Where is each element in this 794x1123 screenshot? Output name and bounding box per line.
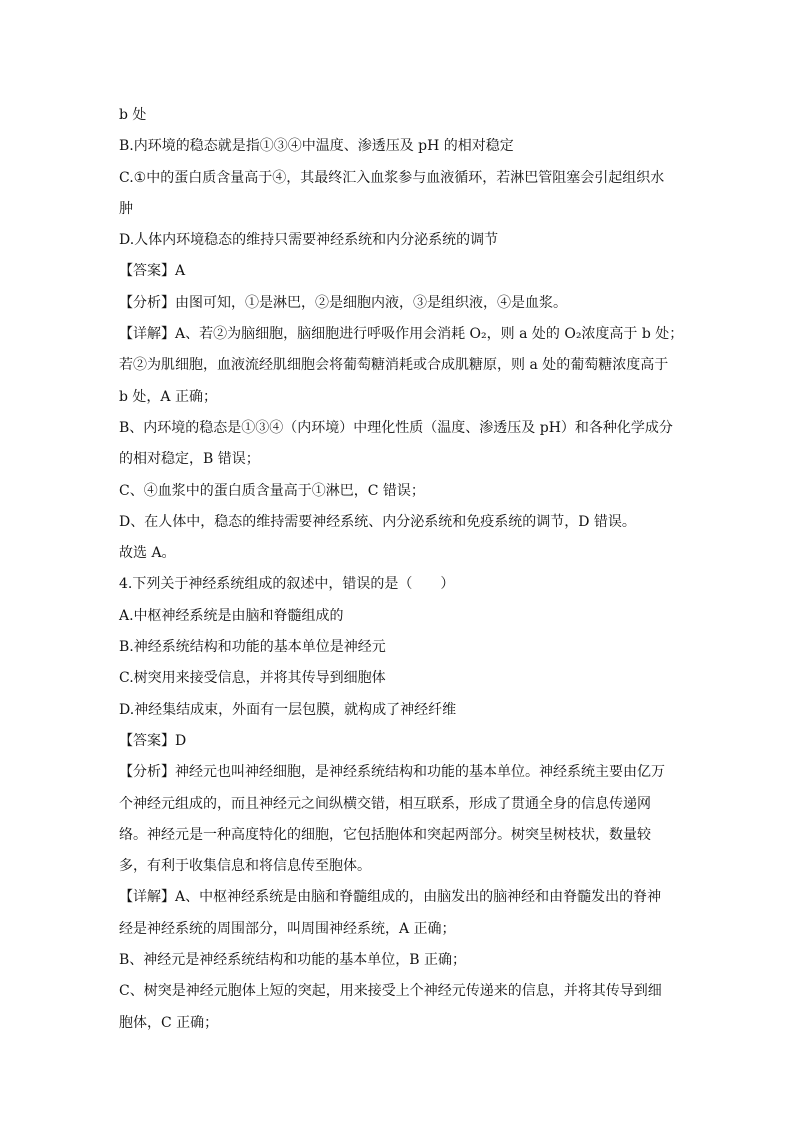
explanation-text: b 处，A 正确； [119,388,217,405]
explanation-text: 若②为肌细胞，血液流经肌细胞会将葡萄糖消耗或合成肌糖原，则 a 处的葡萄糖浓度高于 [119,357,669,374]
option-c-cont: 肿 [119,200,133,217]
option-d: D.人体内环境稳态的维持只需要神经系统和内分泌系统的调节 [119,232,499,249]
analysis-text: 个神经元组成的，而且神经元之间纵横交错，相互联系，形成了贯通全身的信息传递网 [119,795,651,812]
explanation-text: C、④血浆中的蛋白质含量高于①淋巴，C 错误； [119,482,425,499]
answer-label: 【答案】D [119,732,187,749]
explanation-text: 【详解】A、中枢神经系统是由脑和脊髓组成的，由脑发出的脑神经和由脊髓发出的脊神 [119,889,662,906]
explanation-text: B、神经元是神经系统结构和功能的基本单位，B 正确； [119,952,467,969]
text-line: b 处 [119,107,147,123]
option-b: B.神经系统结构和功能的基本单位是神经元 [119,639,386,656]
explanation-text: 胞体，C 正确； [119,1014,219,1031]
option-b: B.内环境的稳态就是指①③④中温度、渗透压及 pH 的相对稳定 [119,138,514,155]
explanation-text: 的相对稳定，B 错误； [119,451,260,468]
explanation-text: 经是神经系统的周围部分，叫周围神经系统，A 正确； [119,920,456,937]
analysis-text: 【分析】神经元也叫神经细胞，是神经系统结构和功能的基本单位。神经系统主要由亿万 [119,764,665,781]
option-a: A.中枢神经系统是由脑和脊髓组成的 [119,607,344,624]
page-content [119,100,684,1039]
analysis-text: 络。神经元是一种高度特化的细胞，它包括胞体和突起两部分。树突呈树枝状，数量较 [119,826,651,843]
question-4-stem: 4.下列关于神经系统组成的叙述中，错误的是（ ） [119,576,455,593]
explanation-text: 【详解】A、若②为脑细胞，脑细胞进行呼吸作用会消耗 O₂，则 a 处的 O₂浓度高于 b 处； [119,326,684,343]
choice-conclusion: 故选 A。 [119,545,176,562]
explanation-text: C、树突是神经元胞体上短的突起，用来接受上个神经元传递来的信息，并将其传导到细 [119,983,662,1000]
answer-label: 【答案】A [119,263,186,280]
explanation-text: D、在人体中，稳态的维持需要神经系统、内分泌系统和免疫系统的调节，D 错误。 [119,513,636,530]
option-c: C.①中的蛋白质含量高于④，其最终汇入血浆参与血液循环，若淋巴管阻塞会引起组织水 [119,169,665,186]
explanation-text: B、内环境的稳态是①③④（内环境）中理化性质（温度、渗透压及 pH）和各种化学成分 [119,419,673,436]
analysis-text: 多，有利于收集信息和将信息传至胞体。 [119,858,371,875]
option-c: C.树突用来接受信息，并将其传导到细胞体 [119,670,386,687]
analysis-text: 【分析】由图可知，①是淋巴，②是细胞内液，③是组织液，④是血浆。 [119,294,567,311]
option-d: D.神经集结成束，外面有一层包膜，就构成了神经纤维 [119,701,457,718]
